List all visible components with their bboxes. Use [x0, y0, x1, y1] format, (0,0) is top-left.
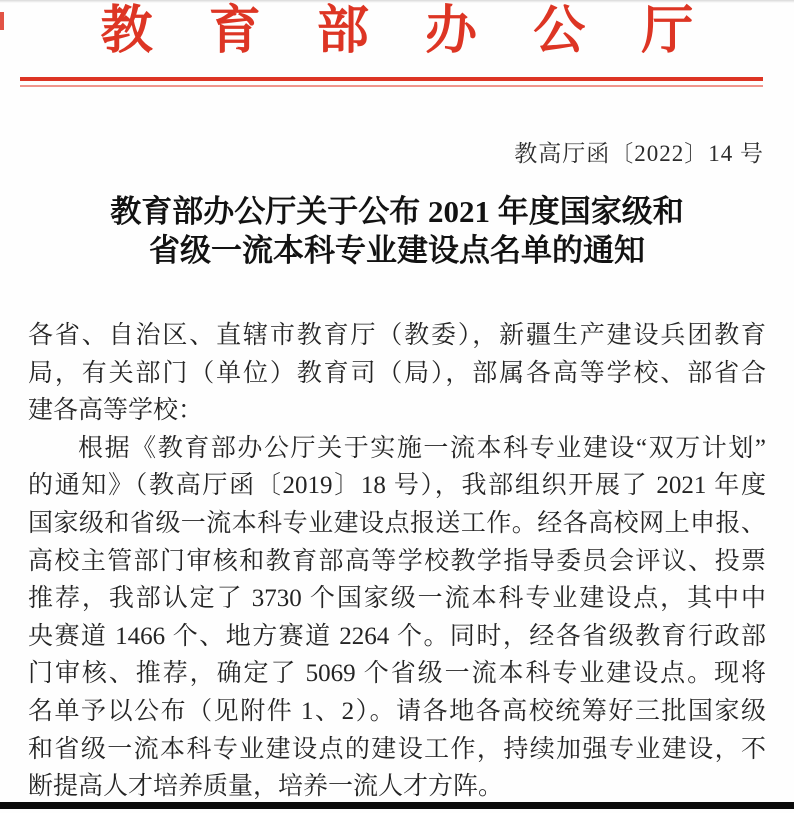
notice-title	[0, 192, 794, 270]
text-line: 推荐，我部认定了 3730 个国家级一流本科专业建设点，其中中	[28, 585, 766, 613]
text-line: 断提高人才培养质量，培养一流人才方阵。	[28, 773, 504, 801]
text-line: 和省级一流本科专业建设点的建设工作，持续加强专业建设，不	[28, 735, 766, 763]
text-line: 高校主管部门审核和教育部高等学校教学指导委员会评议、投票	[28, 547, 766, 575]
document-number: 教高厅函〔2022〕14 号	[514, 141, 764, 166]
scan-bottom-edge	[0, 802, 794, 809]
document-body	[28, 317, 766, 806]
letterhead-rule-thick	[20, 77, 763, 81]
main-paragraph	[28, 430, 766, 806]
text-line: 根据《教育部办公厅关于实施一流本科专业建设“双万计划”	[78, 434, 766, 462]
letterhead-rule-thin	[20, 85, 763, 87]
salutation-paragraph	[28, 317, 766, 430]
text-line: 各省、自治区、直辖市教育厅（教委），新疆生产建设兵团教育	[28, 322, 766, 349]
text-line: 门审核、推荐，确定了 5069 个省级一流本科专业建设点。现将	[28, 660, 766, 688]
text-line: 国家级和省级一流本科专业建设点报送工作。经各高校网上申报、	[28, 509, 766, 537]
text-line: 名单予以公布（见附件 1、2）。请各地各高校统筹好三批国家级	[28, 697, 766, 725]
notice-title-line1: 教育部办公厅关于公布 2021 年度国家级和	[110, 194, 684, 229]
text-line: 建各高等学校：	[28, 397, 204, 425]
text-line: 局，有关部门（单位）教育司（局），部属各高等学校、部省合	[28, 359, 766, 387]
text-line: 央赛道 1466 个、地方赛道 2264 个。同时，经各省级教育行政部	[28, 622, 766, 650]
notice-title-line2: 省级一流本科专业建设点名单的通知	[149, 233, 645, 268]
letterhead-org-title: 教育部办公厅	[100, 3, 750, 60]
text-line: 的通知》（教高厅函〔2019〕18 号），我部组织开展了 2021 年度	[28, 472, 766, 500]
